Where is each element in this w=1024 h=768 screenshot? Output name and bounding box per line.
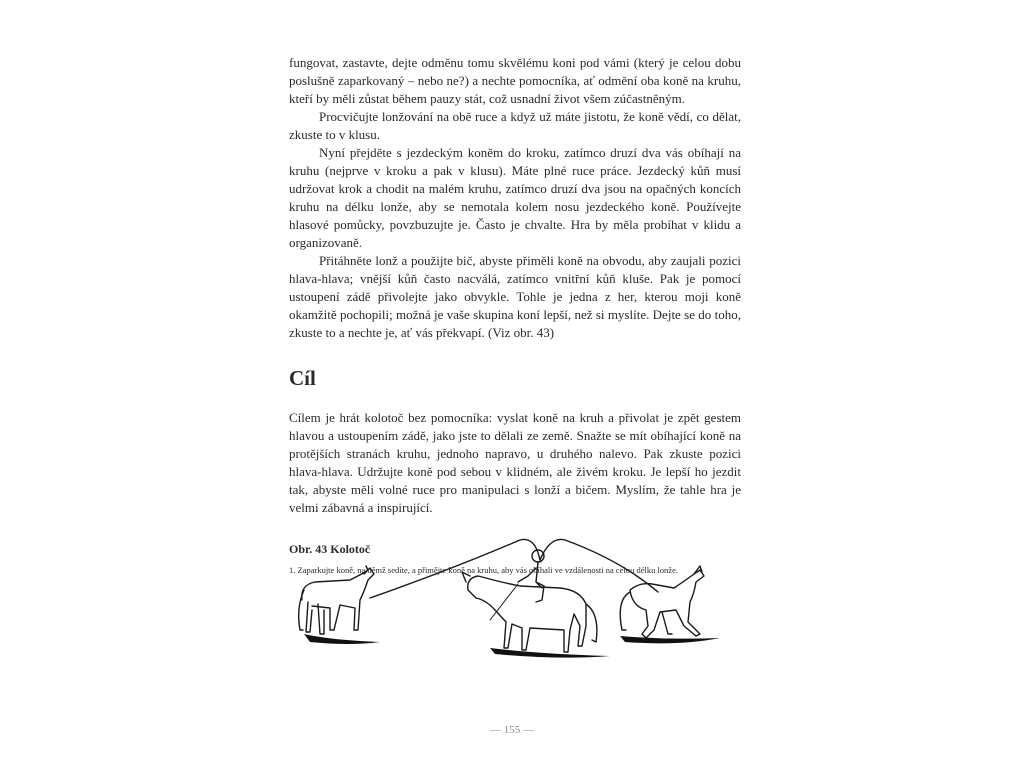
figure-caption: 1. Zaparkujte koně, na němž sedíte, a přimějte koně na kruhu, aby vás obíhali ve vzdálenosti na celou délku lonže. (289, 565, 678, 575)
paragraph-2: Procvičujte lonžování na obě ruce a když už máte jistotu, že koně vědí, co dělat, zkuste to v klusu. (289, 109, 741, 142)
paragraph-1: fungovat, zastavte, dejte odměnu tomu skvělému koni pod vámi (který je celou dobu poslušně zaparkovaný – nebo ne?) a nechte pomocníka, ať odmění oba koně na kruhu, kteří by měli zůstat během pauzy stát, což usnadní život všem zúčastněným. (289, 55, 741, 106)
left-horse (299, 566, 374, 634)
ground-shadows (304, 634, 720, 658)
paragraph-3: Nyní přejděte s jezdeckým koněm do kroku, zatímco druzí dva vás obíhají na kruhu (nejprve v kroku a pak v klusu). Máte plné ruce práce. Jezdecký kůň musí udržovat krok a chodit na malém kruhu, zatímco druzí dva jsou na opačných koncích kruhu na délku lonže, aby se nemotala kolem nosu jezdeckého koně. Používejte hlasové pomůcky, povzbuzujte je. Často je chvalte. Hra by měla probíhat v klidu a organizovaně. (289, 145, 741, 250)
paragraph-4: Přitáhněte lonž a použijte bič, abyste přiměli koně na obvodu, aby zaujali pozici hlava-hlava; vnější kůň často nacválá, zatímco vnitřní kůň kluše. Pak je pomocí ustoupení zádě přivolejte jako obvykle. Tohle je jedna z her, kterou moji koně okamžitě pochopili; možná je vaše skupina koní lepší, než si myslíte. Dejte se do toho, zkuste to a nechte je, ať vás překvapí. (Viz obr. 43) (289, 253, 741, 340)
goal-paragraph: Cílem je hrát kolotoč bez pomocníka: vyslat koně na kruh a přivolat je zpět gestem hlavou a ustoupením zádě, jako jste to dělali ze země. Snažte se mít obíhající koně na protějších stranách kruhu, jednoho napravo, u druhého nalevo. Pak zkuste pozici hlava-hlava. Udržujte koně pod sebou v klidném, ale živém kroku. Je lepší ho jezdit tak, abyste měli volné ruce pro manipulaci s lonží a bičem. Myslím, že tahle hra je velmi zábavná a inspirující. (289, 410, 741, 515)
figure-title: Obr. 43 Kolotoč (289, 542, 371, 556)
right-horse (620, 566, 704, 638)
carousel-illustration (290, 530, 750, 670)
section-heading: Cíl (289, 366, 316, 390)
page-number: — 155 — (490, 724, 534, 736)
center-horse-with-rider (462, 550, 597, 652)
text-column (289, 54, 741, 576)
